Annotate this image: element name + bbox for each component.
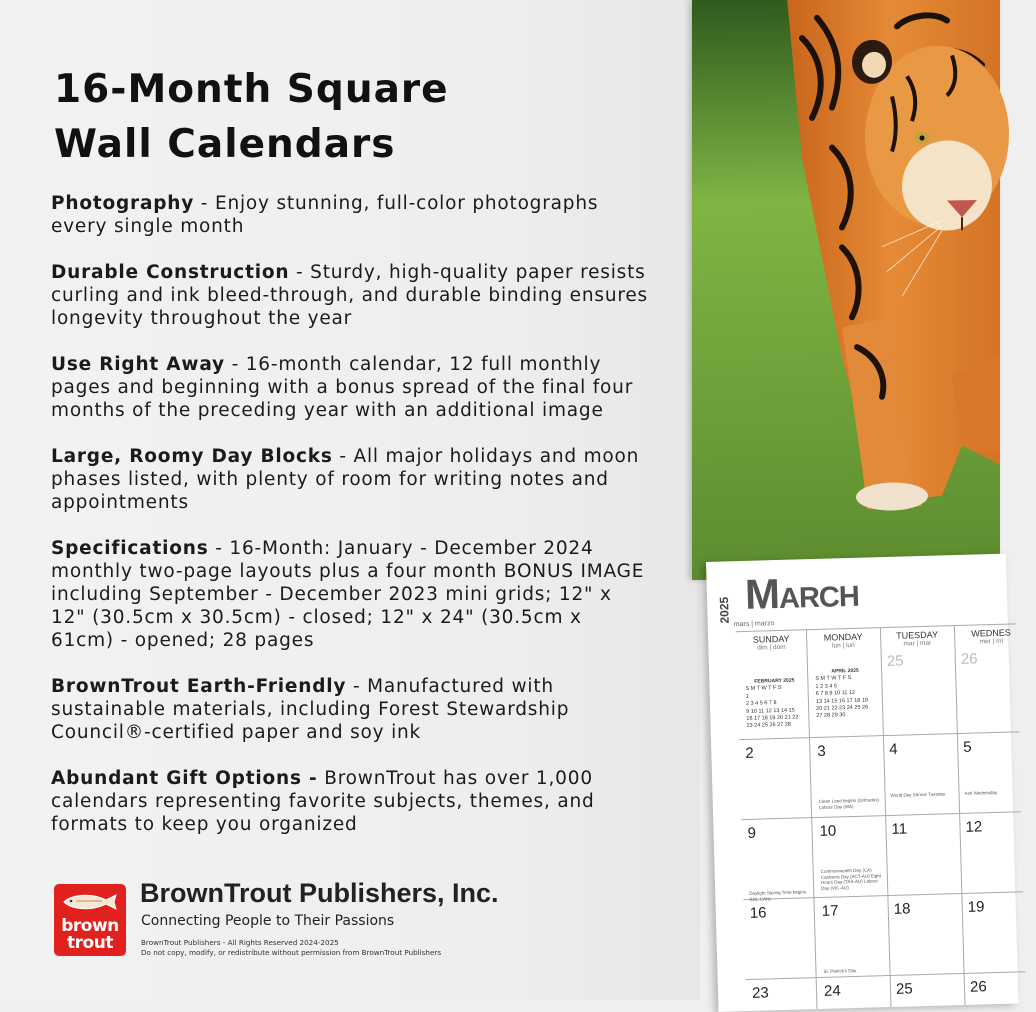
publisher-tagline: Connecting People to Their Passions	[141, 913, 395, 929]
feature-heading: Use Right Away	[51, 354, 225, 375]
calendar-year: 2025	[716, 596, 732, 624]
mini-row: 23 24 25 26 27 28	[746, 722, 792, 730]
day-sub: dim | dom	[757, 643, 786, 652]
logo-word-trout: trout	[67, 933, 113, 953]
mini-title: FEBRUARY 2025	[754, 677, 795, 685]
feature-text: - All major holidays and moon phases listed, with plenty of room for writing notes and appointments	[51, 446, 640, 513]
feature-heading: BrownTrout Earth-Friendly	[51, 676, 347, 697]
feature-text: - 16-Month: January - December 2024 monthly two-page layouts plus a four month BONUS IMAGE including September - December 2023 mini grids; 12" x 12" (30.5cm x 30.5cm) - closed; 12" x 24" (30.5cm x 61cm) - opened; 28 pages	[51, 538, 645, 651]
grid-line	[954, 625, 966, 1005]
mini-row: S M T W T F S	[745, 685, 782, 693]
feature-heading: Abundant Gift Options -	[51, 768, 318, 789]
holiday-note: Clean Land begins (Orthodox) Labour Day (WA)	[818, 797, 880, 810]
feature-item	[51, 675, 651, 744]
feature-item	[51, 261, 651, 330]
tiger-illustration	[692, 0, 1000, 580]
day-sub: mer | mi	[979, 637, 1004, 646]
browntrout-logo	[54, 884, 126, 956]
mini-row: 27 28 29 30	[816, 712, 846, 720]
day-number: 26	[960, 650, 978, 668]
feature-text: - Sturdy, high-quality paper resists curling and ink bleed-through, and durable binding ensures longevity throughout the year	[51, 262, 648, 329]
feature-item	[51, 192, 651, 238]
day-number: 17	[821, 902, 839, 920]
calendar-page	[706, 554, 1018, 1012]
feature-heading: Photography	[51, 193, 195, 214]
calendar-month: March	[744, 567, 860, 618]
day-name: WEDNES	[971, 627, 1011, 639]
feature-text: BrownTrout has over 1,000 calendars representing favorite subjects, themes, and formats to keep you organized	[51, 768, 595, 835]
day-number: 11	[891, 820, 908, 838]
holiday-note: Commonwealth Day (CA) Canberra Day (ACT-AU) Eight Hours Day (TAS-AU) Labour Day (VIC-AU)	[820, 867, 882, 891]
day-number: 19	[967, 898, 985, 916]
title-line-2: Wall Calendars	[54, 122, 396, 167]
mini-row: 20 21 22 23 24 25 26	[816, 704, 869, 713]
feature-text: - 16-month calendar, 12 full monthly pages and beginning with a bonus spread of the final four months of the preceding year with an additional image	[51, 354, 634, 421]
day-header-wednesday	[956, 627, 1026, 646]
feature-item	[51, 767, 651, 836]
mini-row: 9 10 11 12 13 14 15	[746, 707, 795, 715]
day-number: 2	[745, 744, 754, 762]
day-number: 25	[895, 980, 913, 998]
grid-line	[880, 627, 892, 1007]
day-number: 9	[747, 824, 757, 842]
title-line-1: 16-Month Square	[54, 67, 449, 112]
day-number: 10	[819, 822, 837, 840]
mini-row: 1 2 3 4 5	[815, 683, 838, 690]
feature-item	[51, 445, 651, 514]
publisher-legal	[141, 938, 441, 958]
day-number: 18	[893, 900, 911, 918]
mini-row: 2 3 4 5 6 7 8	[745, 700, 777, 708]
feature-text: - Manufactured with sustainable materials, including Forest Stewardship Council®-certified paper and soy ink	[51, 676, 570, 743]
trout-icon	[62, 892, 118, 912]
logo-word-brown: brown	[61, 916, 119, 936]
feature-heading: Durable Construction	[51, 262, 290, 283]
holiday-note: World Day Shrove Tuesday	[890, 791, 946, 798]
feature-heading: Large, Roomy Day Blocks	[51, 446, 333, 467]
mini-row: 13 14 15 16 17 18 19	[815, 697, 869, 705]
day-sub: lun | lun	[831, 641, 855, 650]
holiday-note: Ash Wednesday	[964, 789, 998, 796]
mini-row: 6 7 8 9 10 11 12	[815, 690, 856, 698]
legal-line-1: BrownTrout Publishers - All Rights Reserved 2024-2025	[141, 938, 339, 947]
calendar-month-sub: mars | marzo	[733, 620, 775, 629]
mini-title: APRIL 2025	[831, 667, 859, 675]
holiday-note: Daylight Saving Time begins (US, CAN)	[749, 889, 807, 902]
day-number: 3	[817, 742, 826, 760]
feature-text: - Enjoy stunning, full-color photographs every single month	[51, 193, 599, 237]
mini-calendar-april	[815, 667, 876, 720]
day-number: 23	[751, 984, 769, 1002]
feature-heading: Specifications	[51, 538, 209, 559]
legal-line-2: Do not copy, modify, or redistribute without permission from BrownTrout Publishers	[141, 948, 442, 957]
tiger-photo	[692, 0, 1000, 580]
feature-item	[51, 353, 651, 422]
day-number: 25	[886, 652, 904, 670]
publisher-name: BrownTrout Publishers, Inc.	[140, 878, 499, 908]
feature-list	[51, 192, 651, 859]
day-number: 4	[889, 740, 898, 758]
day-number: 12	[965, 818, 983, 836]
holiday-note: St. Patrick's Day	[823, 967, 857, 974]
grid-line	[739, 731, 1019, 740]
day-name: SUNDAY	[752, 633, 790, 645]
day-header-monday	[808, 631, 878, 650]
day-number: 16	[749, 904, 767, 922]
day-name: MONDAY	[823, 631, 863, 643]
day-number: 26	[969, 978, 987, 996]
mini-calendar-february	[745, 677, 804, 730]
day-header-sunday	[736, 633, 806, 652]
day-number: 24	[823, 982, 841, 1000]
mini-row: 16 17 18 19 20 21 22	[746, 714, 799, 722]
day-header-tuesday	[882, 629, 952, 648]
page-title	[54, 62, 614, 172]
day-sub: mar | mar	[903, 639, 932, 648]
day-name: TUESDAY	[896, 629, 939, 641]
day-number: 5	[963, 738, 972, 756]
mini-row: 1	[745, 693, 749, 700]
feature-item	[51, 537, 651, 652]
mini-row: S M T W T F S	[815, 675, 852, 683]
